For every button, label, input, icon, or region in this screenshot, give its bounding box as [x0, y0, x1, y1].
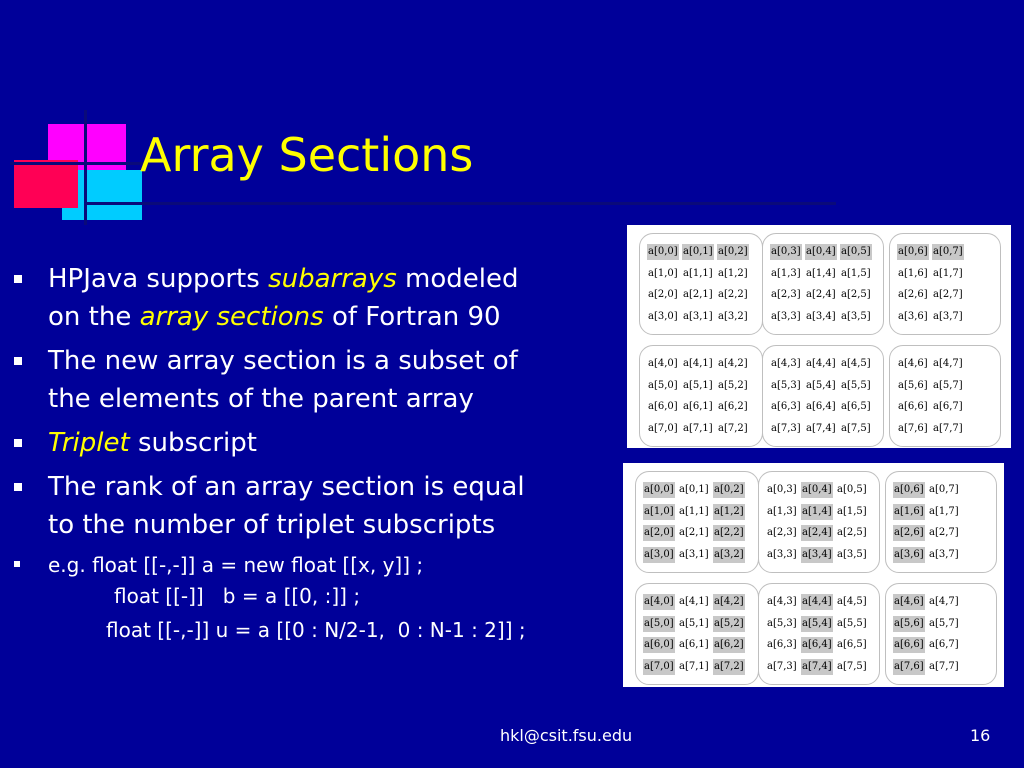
- bullet-text: of Fortran 90: [323, 302, 501, 332]
- array-element: a[4,1]: [679, 596, 709, 607]
- array-element: a[7,6]: [898, 422, 928, 434]
- bullet-subarrays: [14, 260, 614, 336]
- array-element: a[6,7]: [933, 401, 963, 412]
- footer-email: hkl@csit.fsu.edu: [500, 726, 633, 745]
- array-element: a[3,7]: [933, 310, 963, 322]
- process-block: [635, 471, 759, 573]
- array-element: a[3,2]: [713, 547, 745, 563]
- emphasis-triplet: Triplet: [48, 428, 130, 458]
- array-element: a[0,3]: [767, 484, 797, 495]
- process-block: [889, 233, 1001, 335]
- process-block: [639, 345, 763, 447]
- array-element: a[6,3]: [767, 639, 797, 650]
- array-element: a[7,2]: [713, 659, 745, 675]
- array-figure-top: [627, 225, 1011, 448]
- array-element: a[4,1]: [683, 358, 713, 369]
- bullet-text: subscript: [129, 428, 257, 458]
- array-element: a[4,5]: [837, 596, 867, 607]
- array-element: a[6,1]: [679, 639, 709, 650]
- array-element: a[2,7]: [933, 289, 963, 300]
- array-element: a[5,4]: [801, 616, 833, 632]
- array-element: a[1,3]: [767, 505, 797, 517]
- array-element: a[2,5]: [841, 289, 871, 300]
- array-element: a[5,1]: [683, 379, 713, 391]
- array-element: a[4,2]: [713, 594, 745, 610]
- array-element: a[2,0]: [648, 289, 678, 300]
- array-element: a[5,0]: [643, 616, 675, 632]
- title-underline: [86, 202, 836, 205]
- array-element: a[0,4]: [805, 244, 837, 260]
- bullet-subset: [14, 342, 614, 418]
- array-element: a[3,0]: [648, 310, 678, 322]
- array-element: a[1,2]: [713, 504, 745, 520]
- array-element: a[2,3]: [771, 289, 801, 300]
- slide-title: Array Sections: [140, 128, 474, 182]
- array-element: a[0,4]: [801, 482, 833, 498]
- array-element: a[0,1]: [682, 244, 714, 260]
- array-element: a[7,5]: [837, 660, 867, 672]
- array-element: a[3,6]: [898, 310, 928, 322]
- array-element: a[3,1]: [679, 548, 709, 560]
- array-element: a[2,3]: [767, 527, 797, 538]
- process-block: [885, 583, 997, 685]
- array-element: a[4,6]: [898, 358, 928, 369]
- array-element: a[7,1]: [683, 422, 713, 434]
- process-block: [889, 345, 1001, 447]
- emphasis-subarrays: subarrays: [268, 264, 397, 294]
- process-block: [762, 233, 884, 335]
- code-line-u: float [[-,-]] u = a [[0 : N/2-1, 0 : N-1 : 2]] ;: [106, 618, 526, 642]
- array-element: a[0,2]: [713, 482, 745, 498]
- array-element: a[5,2]: [718, 379, 748, 391]
- array-element: a[6,2]: [713, 637, 745, 653]
- bullet-text: modeled: [396, 264, 519, 294]
- array-element: a[7,0]: [648, 422, 678, 434]
- array-element: a[6,6]: [893, 637, 925, 653]
- array-element: a[0,0]: [643, 482, 675, 498]
- array-element: a[3,4]: [806, 310, 836, 322]
- array-element: a[3,7]: [929, 548, 959, 560]
- array-element: a[4,0]: [648, 358, 678, 369]
- array-element: a[5,2]: [713, 616, 745, 632]
- array-element: a[3,4]: [801, 547, 833, 563]
- array-element: a[3,3]: [771, 310, 801, 322]
- array-element: a[4,3]: [771, 358, 801, 369]
- array-element: a[5,3]: [771, 379, 801, 391]
- process-block: [762, 345, 884, 447]
- array-element: a[0,6]: [897, 244, 929, 260]
- array-element: a[2,5]: [837, 527, 867, 538]
- bullet-example: [14, 550, 614, 580]
- array-element: a[6,4]: [801, 637, 833, 653]
- bullet-marker: [14, 275, 22, 283]
- array-element: a[6,6]: [898, 401, 928, 412]
- array-element: a[1,0]: [643, 504, 675, 520]
- array-element: a[6,4]: [806, 401, 836, 412]
- array-element: a[5,6]: [893, 616, 925, 632]
- array-element: a[6,1]: [683, 401, 713, 412]
- array-element: a[2,6]: [893, 525, 925, 541]
- array-element: a[1,6]: [898, 267, 928, 279]
- bullet-marker: [14, 357, 22, 365]
- array-element: a[2,6]: [898, 289, 928, 300]
- array-element: a[1,2]: [718, 267, 748, 279]
- bullet-text: The rank of an array section is equal: [48, 472, 525, 502]
- bullet-rank: [14, 468, 614, 544]
- array-element: a[2,0]: [643, 525, 675, 541]
- array-element: a[6,2]: [718, 401, 748, 412]
- array-element: a[2,2]: [718, 289, 748, 300]
- array-element: a[4,4]: [801, 594, 833, 610]
- array-element: a[0,0]: [647, 244, 679, 260]
- array-element: a[7,0]: [643, 659, 675, 675]
- array-element: a[6,5]: [837, 639, 867, 650]
- array-figure-bottom: [623, 463, 1004, 687]
- bullet-marker: [14, 439, 22, 447]
- array-element: a[0,7]: [929, 484, 959, 495]
- bullet-text: e.g. float [[-,-]] a = new float [[x, y]] ;: [48, 553, 424, 577]
- array-element: a[5,6]: [898, 379, 928, 391]
- array-element: a[3,1]: [683, 310, 713, 322]
- array-element: a[1,1]: [679, 505, 709, 517]
- bullet-text: to the number of triplet subscripts: [48, 510, 496, 540]
- array-element: a[5,7]: [929, 617, 959, 629]
- array-element: a[6,3]: [771, 401, 801, 412]
- array-element: a[2,4]: [801, 525, 833, 541]
- process-block: [758, 471, 880, 573]
- array-element: a[6,7]: [929, 639, 959, 650]
- array-element: a[1,4]: [801, 504, 833, 520]
- array-element: a[7,1]: [679, 660, 709, 672]
- array-element: a[0,5]: [840, 244, 872, 260]
- process-block: [758, 583, 880, 685]
- array-element: a[4,7]: [929, 596, 959, 607]
- array-element: a[5,7]: [933, 379, 963, 391]
- array-element: a[0,2]: [717, 244, 749, 260]
- process-block: [635, 583, 759, 685]
- array-element: a[3,6]: [893, 547, 925, 563]
- array-element: a[2,4]: [806, 289, 836, 300]
- array-element: a[0,7]: [932, 244, 964, 260]
- bullet-triplet: [14, 424, 614, 462]
- array-element: a[0,5]: [837, 484, 867, 495]
- array-element: a[4,7]: [933, 358, 963, 369]
- page-number: 16: [970, 726, 991, 745]
- emphasis-array-sections: array sections: [139, 302, 324, 332]
- array-element: a[1,6]: [893, 504, 925, 520]
- array-element: a[1,7]: [933, 267, 963, 279]
- array-element: a[5,0]: [648, 379, 678, 391]
- array-element: a[4,6]: [893, 594, 925, 610]
- array-element: a[1,4]: [806, 267, 836, 279]
- process-block: [885, 471, 997, 573]
- array-element: a[1,5]: [841, 267, 871, 279]
- array-element: a[3,5]: [837, 548, 867, 560]
- array-element: a[4,2]: [718, 358, 748, 369]
- array-element: a[7,4]: [801, 659, 833, 675]
- array-element: a[2,2]: [713, 525, 745, 541]
- array-element: a[3,0]: [643, 547, 675, 563]
- array-element: a[7,2]: [718, 422, 748, 434]
- array-element: a[7,3]: [767, 660, 797, 672]
- array-element: a[5,3]: [767, 617, 797, 629]
- bullet-list: [14, 260, 614, 580]
- array-element: a[0,1]: [679, 484, 709, 495]
- array-element: a[5,1]: [679, 617, 709, 629]
- array-element: a[4,5]: [841, 358, 871, 369]
- array-element: a[6,0]: [643, 637, 675, 653]
- array-element: a[7,3]: [771, 422, 801, 434]
- bullet-text: on the: [48, 302, 140, 332]
- array-element: a[7,7]: [933, 422, 963, 434]
- array-element: a[7,4]: [806, 422, 836, 434]
- array-element: a[1,7]: [929, 505, 959, 517]
- process-block: [639, 233, 763, 335]
- array-element: a[5,4]: [806, 379, 836, 391]
- array-element: a[5,5]: [837, 617, 867, 629]
- array-element: a[4,4]: [806, 358, 836, 369]
- array-element: a[5,5]: [841, 379, 871, 391]
- array-element: a[1,5]: [837, 505, 867, 517]
- array-element: a[1,3]: [771, 267, 801, 279]
- bullet-text: The new array section is a subset of: [48, 346, 518, 376]
- bullet-text: the elements of the parent array: [48, 384, 474, 414]
- array-element: a[3,2]: [718, 310, 748, 322]
- array-element: a[0,3]: [770, 244, 802, 260]
- array-element: a[2,1]: [679, 527, 709, 538]
- array-element: a[3,3]: [767, 548, 797, 560]
- array-element: a[1,0]: [648, 267, 678, 279]
- array-element: a[1,1]: [683, 267, 713, 279]
- array-element: a[7,7]: [929, 660, 959, 672]
- array-element: a[3,5]: [841, 310, 871, 322]
- array-element: a[2,1]: [683, 289, 713, 300]
- array-element: a[4,0]: [643, 594, 675, 610]
- array-element: a[7,6]: [893, 659, 925, 675]
- code-line-b: float [[-]] b = a [[0, :]] ;: [114, 584, 361, 608]
- array-element: a[0,6]: [893, 482, 925, 498]
- array-element: a[6,0]: [648, 401, 678, 412]
- array-element: a[4,3]: [767, 596, 797, 607]
- array-element: a[2,7]: [929, 527, 959, 538]
- array-element: a[7,5]: [841, 422, 871, 434]
- bullet-marker: [14, 561, 20, 567]
- bullet-marker: [14, 483, 22, 491]
- array-element: a[6,5]: [841, 401, 871, 412]
- bullet-text: HPJava supports: [48, 264, 269, 294]
